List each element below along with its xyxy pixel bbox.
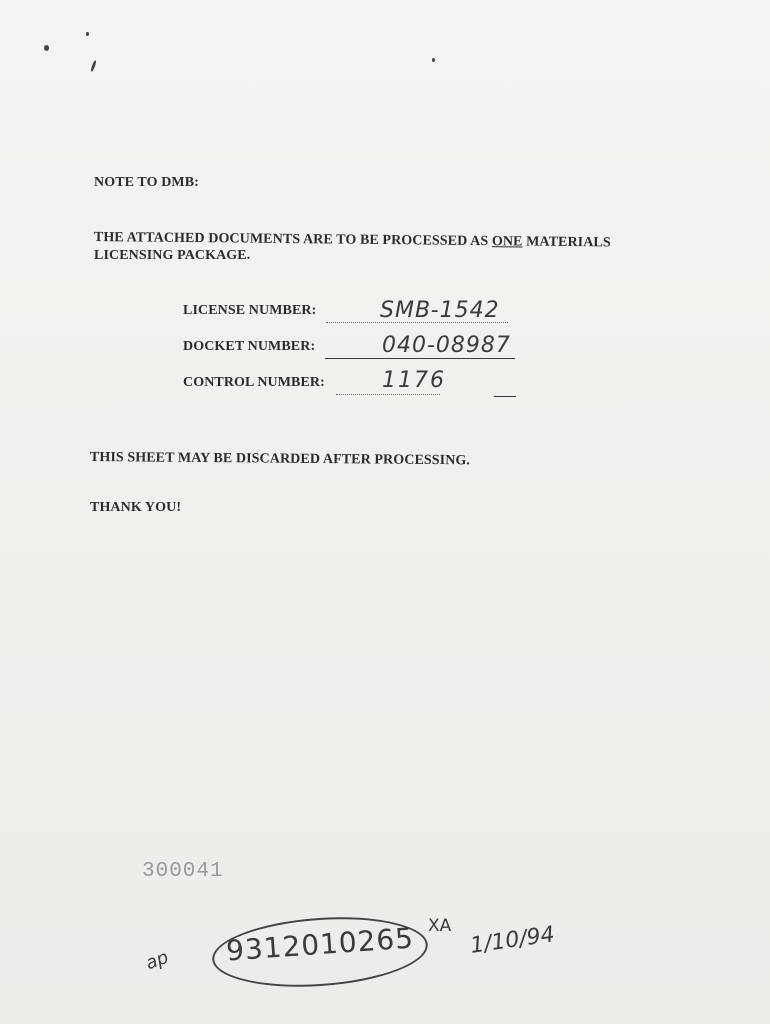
corner-handwritten-mark: ap <box>143 946 172 975</box>
note-heading: NOTE TO DMB: <box>94 175 199 190</box>
circled-accession-number: 9312010265 <box>225 921 416 968</box>
docket-number-label: DOCKET NUMBER: <box>183 339 316 354</box>
stamp-number: 300041 <box>142 860 224 883</box>
thank-you: THANK YOU! <box>90 500 182 515</box>
speck-mark <box>44 45 49 51</box>
instruction-text-before: THE ATTACHED DOCUMENTS ARE TO BE PROCESSED AS <box>93 230 492 250</box>
discard-notice: THIS SHEET MAY BE DISCARDED AFTER PROCESSING. <box>89 450 471 469</box>
control-number-line <box>336 394 440 395</box>
instruction-emphasis: ONE <box>491 234 523 250</box>
control-number-value: 1176 <box>382 368 446 393</box>
handwritten-date: 1/10/94 <box>468 922 557 959</box>
speck-mark <box>432 58 435 62</box>
speck-mark <box>86 32 89 36</box>
docket-number-line <box>325 358 515 359</box>
instruction-line-2: LICENSING PACKAGE. <box>94 248 251 263</box>
control-number-trailing-line <box>494 396 516 397</box>
speck-mark <box>90 60 97 72</box>
handwritten-initials: XA <box>428 916 452 936</box>
license-number-value: SMB-1542 <box>380 298 500 323</box>
license-number-label: LICENSE NUMBER: <box>183 303 317 318</box>
docket-number-value: 040-08987 <box>382 333 511 358</box>
instruction-text-after: MATERIALS <box>522 234 611 251</box>
control-number-label: CONTROL NUMBER: <box>183 375 325 390</box>
